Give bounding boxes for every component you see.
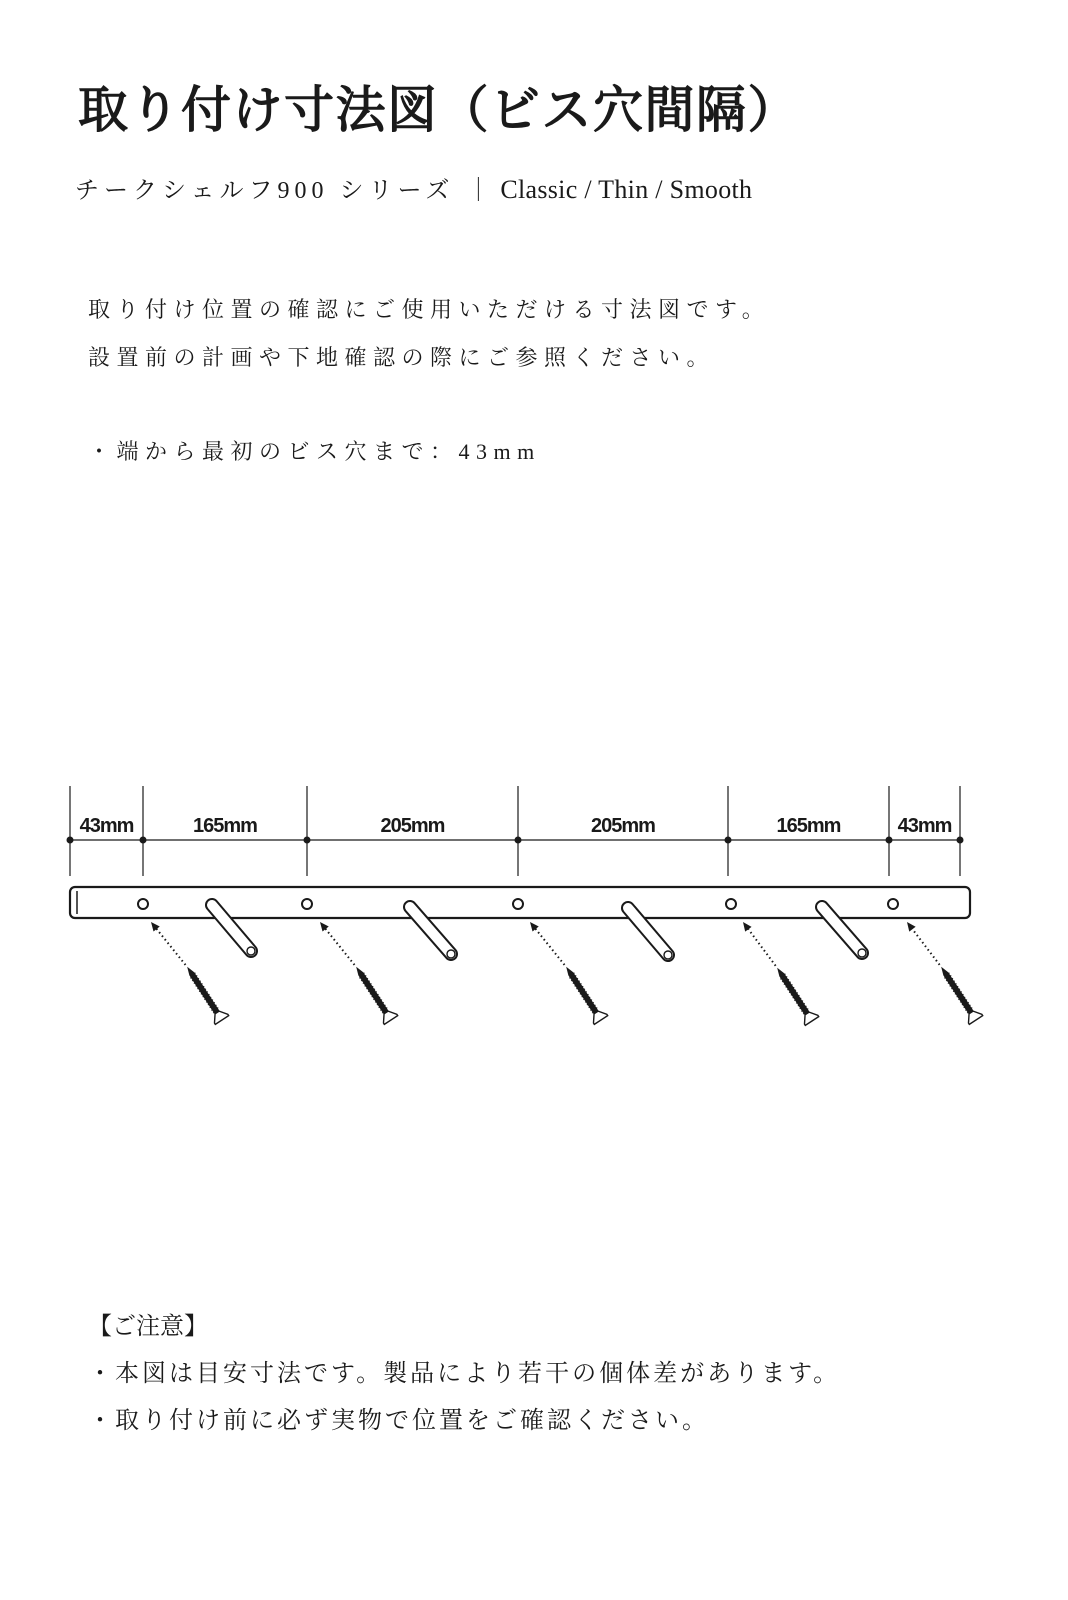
screw-hole: [888, 899, 898, 909]
dimension-dot: [67, 837, 74, 844]
screw-icon: [320, 922, 398, 1024]
mounting-diagram: [0, 770, 1068, 1040]
edge-distance-note: ・端から最初のビス穴まで：43mm: [88, 439, 541, 464]
dimension-label: 165mm: [776, 815, 841, 837]
guide-arrow-line: [325, 928, 354, 965]
intro-line: 設置前の計画や下地確認の際にご参照ください。: [88, 345, 716, 370]
screw-hole: [138, 899, 148, 909]
dimension-label: 205mm: [380, 815, 445, 837]
intro-line: 取り付け位置の確認にご使用いただける寸法図です。: [88, 297, 771, 322]
screw-hole: [726, 899, 736, 909]
arrowhead-icon: [151, 922, 160, 932]
screw-icon: [530, 922, 608, 1024]
shelf: [70, 887, 970, 959]
intro-text: [88, 286, 770, 382]
screw-icon: [743, 922, 819, 1025]
screw-body: [181, 964, 228, 1025]
dimension-dot: [886, 837, 893, 844]
guide-arrow-line: [748, 928, 776, 965]
screw-body: [935, 964, 982, 1025]
notes-heading: 【ご注意】: [88, 1314, 208, 1340]
arrowhead-icon: [320, 922, 329, 932]
screw-body: [771, 965, 818, 1026]
subtitle-separator: ｜: [466, 178, 491, 204]
dimension-label: 165mm: [193, 815, 257, 837]
notes-item: ・取り付け前に必ず実物で位置をご確認ください。: [88, 1408, 709, 1434]
screw-body: [350, 964, 397, 1025]
dimension-label: 205mm: [591, 815, 655, 837]
dimension-label: 43mm: [897, 815, 952, 837]
guide-arrow-line: [912, 928, 940, 964]
series-variants: Classic / Thin / Smooth: [500, 175, 753, 204]
dimension-lines: [67, 786, 964, 876]
notes-item: ・本図は目安寸法です。製品により若干の個体差があります。: [88, 1361, 841, 1387]
dimension-dot: [725, 837, 732, 844]
arrowhead-icon: [907, 922, 916, 932]
screw-icon: [151, 922, 229, 1024]
guide-arrow-line: [535, 928, 564, 965]
page-subtitle: [75, 172, 752, 209]
series-name: チークシェルフ900 シリーズ: [75, 178, 455, 204]
arrowhead-icon: [743, 922, 752, 932]
guide-arrow-line: [156, 928, 185, 965]
screw-hole: [513, 899, 523, 909]
arrowhead-icon: [530, 922, 539, 932]
page-title: 取り付け寸法図（ビス穴間隔）: [78, 82, 799, 138]
dimension-dot: [140, 837, 147, 844]
screw-body: [560, 964, 607, 1025]
dimension-label: 43mm: [79, 815, 134, 837]
screw-hole: [302, 899, 312, 909]
dimension-dot: [515, 837, 522, 844]
dimension-dot: [957, 837, 964, 844]
screw-icon: [907, 922, 983, 1024]
dimension-dot: [304, 837, 311, 844]
screws: [151, 922, 983, 1025]
notes-section: [88, 1304, 840, 1445]
